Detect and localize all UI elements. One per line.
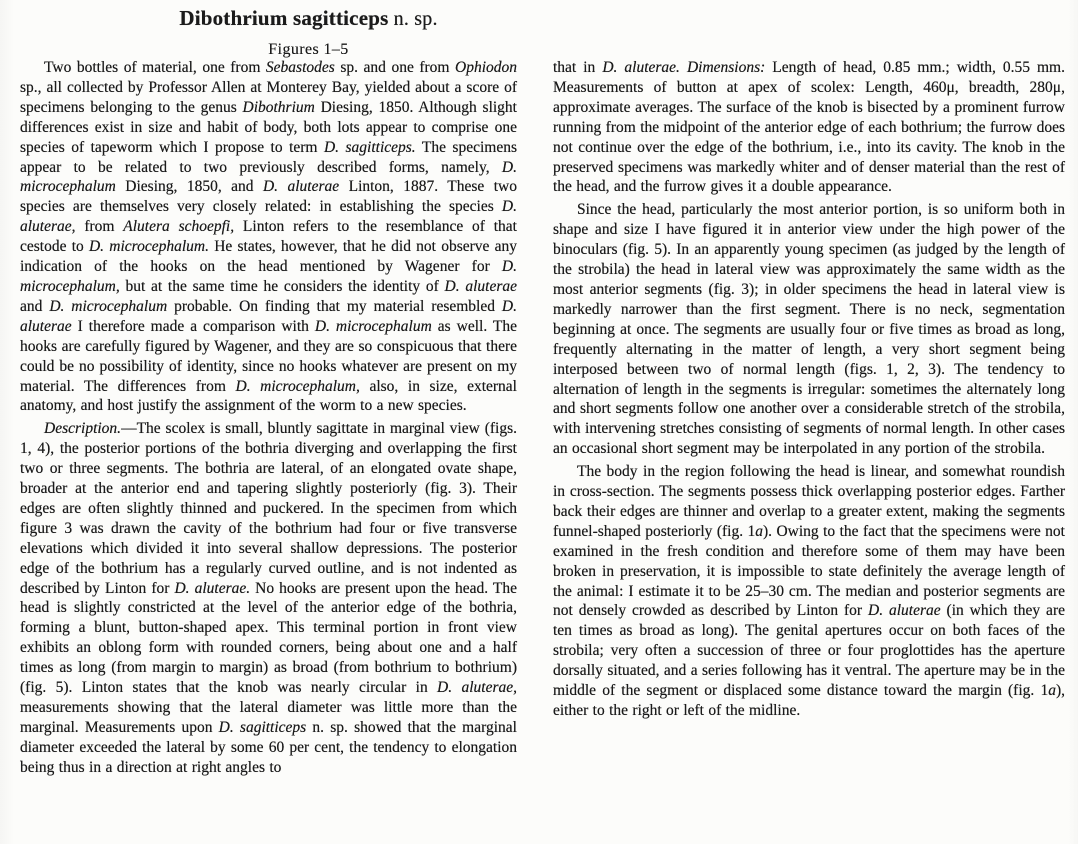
italic-text-run: Description. xyxy=(44,420,122,438)
text-run: (in which they are ten times as broad as long). The genital apertures occur on both faces of the strobila; very often a succession of three or four proglottides has the aperture dorsally situated, and a series following has it ventral. The aperture may be in the middle of the segment or displaced some distance toward the margin (fig. 1 xyxy=(553,602,1065,700)
text-run: sp., all collected by Professor Allen at Monterey Bay, yielded about a score of specimens belonging to the genus xyxy=(20,78,517,116)
italic-text-run: D. microcephalum xyxy=(20,158,517,196)
species-title-main: Dibothrium sagitticeps xyxy=(179,6,389,30)
text-run: The body in the region following the head is linear, and somewhat roundish in cross-section. The segments possess thick overlapping posterior edges. Farther back their edges are thinner and overlap to a greater extent, making the segments funnel-shaped posteriorly (fig. 1 xyxy=(553,463,1065,540)
text-run: Linton refers to the resemblance of that cestode to xyxy=(20,218,517,256)
italic-text-run: Alutera schoepfi, xyxy=(123,218,235,236)
italic-text-run: a xyxy=(755,522,763,540)
text-run: Two bottles of material, one from xyxy=(44,59,266,76)
text-run: and xyxy=(20,297,50,315)
italic-text-run: D. aluterae xyxy=(444,277,517,295)
italic-text-run: Dibothrium xyxy=(242,98,315,116)
italic-text-run: D. aluterae xyxy=(20,297,517,335)
section-heading xyxy=(60,6,557,59)
italic-text-run: Ophiodon xyxy=(455,59,518,76)
italic-text-run: D. aluterae, xyxy=(20,198,517,236)
figures-caption: Figures 1–5 xyxy=(268,41,349,58)
italic-text-run: D. aluterae xyxy=(262,178,340,196)
italic-text-run: D. microcephalum. xyxy=(88,238,209,256)
text-run: sp. and one from xyxy=(334,59,456,76)
text-run: The specimens appear to be related to two previously described forms, namely, xyxy=(20,138,517,176)
italic-text-run: D. aluterae. xyxy=(174,579,251,597)
text-run: ), either to the right or left of the midline. xyxy=(553,682,1065,719)
italic-text-run: D. microcephalum xyxy=(49,297,168,315)
text-run xyxy=(680,59,687,76)
text-run: ). Owing to the fact that the specimens were not examined in the fresh condition and therefore some of them may have been broken in preservation, it is impossible to state definitely the average length of the animal: I estimate it to be 25–30 cm. The median and posterior segments are not densely crowded as described by Linton for xyxy=(553,522,1065,620)
text-run: —The scolex is small, bluntly sagittate in marginal view (figs. 1, 4), the posterior portions of the bothria diverging and overlapping the first two or three segments. The bothria are lateral, of an elongated ovate shape, broader at the anterior end and tapering slightly posteriorly (fig. 3). Their edges are often slightly thinned and puckered. In the specimen from which figure 3 was drawn the cavity of the bothrium had four or five transverse elevations which divided it into several shallow depressions. The posterior edge of the bothrium has a regularly curved outline, and is not indented as described by Linton for xyxy=(20,420,517,597)
text-run: probable. On finding that my material resembled xyxy=(167,297,502,315)
text-run: He states, however, that he did not observe any indication of the hooks on the head mentioned by Wagener for xyxy=(20,238,517,276)
italic-text-run: Dimensions: xyxy=(686,59,766,76)
right-text-column xyxy=(553,58,1065,721)
paragraph xyxy=(553,462,1065,721)
italic-text-run: D. microcephalum xyxy=(314,317,432,335)
italic-text-run: D. aluterae, xyxy=(437,679,517,697)
paragraph xyxy=(553,58,1065,197)
text-run: I therefore made a comparison with xyxy=(71,317,315,335)
text-run: n. sp. showed that the marginal diameter exceeded the lateral by some 60 per cent, the tendency to elongation being thus in a direction at right angles to xyxy=(20,718,517,776)
species-title-suffix: n. sp. xyxy=(388,8,438,30)
species-title xyxy=(60,6,557,31)
text-run: No hooks are present upon the head. The head is slightly constricted at the level of the anterior edge of the bothria, forming a blunt, button-shaped apex. This terminal portion in front view exhibits an oblong form with rounded corners, being about one and a half times as long (from margin to margin) as broad (from bothrium to bothrium) (fig. 5). Linton states that the knob was nearly circular in xyxy=(20,579,517,697)
italic-text-run: D. microcephalum, xyxy=(235,377,360,395)
italic-text-run: D. sagitticeps. xyxy=(323,138,416,156)
italic-text-run: D. microcephalum, xyxy=(20,258,517,295)
italic-text-run: a xyxy=(1048,682,1056,700)
italic-text-run: D. aluterae xyxy=(868,602,941,620)
italic-text-run: D. sagitticeps xyxy=(218,718,307,736)
text-run: Diesing, 1850, and xyxy=(115,178,263,196)
italic-text-run: Sebastodes xyxy=(265,59,335,76)
italic-text-run: D. aluterae. xyxy=(602,59,680,76)
text-run: Diesing, 1850. Although slight differences exist in size and habit of body, both lots appear to comprise one species of tapeworm which I propose to term xyxy=(20,98,517,156)
text-run: as well. The hooks are carefully figured by Wagener, and they are so conspicuous that there could be no possibility of identity, since no hooks whatever are present on my material. The differences from xyxy=(20,317,517,395)
text-run: Linton, 1887. These two species are themselves very closely related: in establishing the species xyxy=(20,178,517,216)
paragraph xyxy=(20,419,517,777)
text-run: Length of head, 0.85 mm.; width, 0.55 mm. Measurements of button at apex of scolex: Length, 460μ, breadth, 280μ, approximate averages. The surface of the knob is bisected by a prominent furrow running from the midpoint of the anterior edge of each bothrium; the furrow does not continue over the edge of the bothrium, i.e., into its cavity. The knob in the preserved specimens was markedly whiter and of denser material than the rest of the head, and the furrow gives it a double appearance. xyxy=(553,59,1065,196)
paragraph xyxy=(20,58,517,416)
left-text-column xyxy=(20,58,517,778)
text-run: measurements showing that the lateral diameter was little more than the marginal. Measurements upon xyxy=(20,699,517,736)
text-run: but at the same time he considers the identity of xyxy=(119,277,445,295)
text-run: also, in size, external anatomy, and host justify the assignment of the worm to a new species. xyxy=(20,377,517,415)
paragraph xyxy=(553,200,1065,459)
text-run: that in xyxy=(553,59,603,76)
text-run: Since the head, particularly the most anterior portion, is so uniform both in shape and size I have figured it in anterior view under the high power of the binoculars (fig. 5). In an apparently young specimen (as judged by the length of the strobila) the head in lateral view was approximately the same width as the most anterior segments (fig. 3); in older specimens the head in lateral view is markedly narrower than the first segment. There is no neck, segmentation beginning at once. The segments are usually four or five times as broad as long, frequently alternating in the matter of length, a very short segment being interposed between two of normal length (figs. 1, 2, 3). The tendency to alternation of length in the segments is irregular: sometimes the alternately long and short segments follow one another over a considerable stretch of the strobila, with intervening stretches consisting of segments of normal length. In other cases an occasional short segment may be interpolated in any portion of the strobila. xyxy=(553,201,1065,458)
text-run: from xyxy=(75,218,124,236)
